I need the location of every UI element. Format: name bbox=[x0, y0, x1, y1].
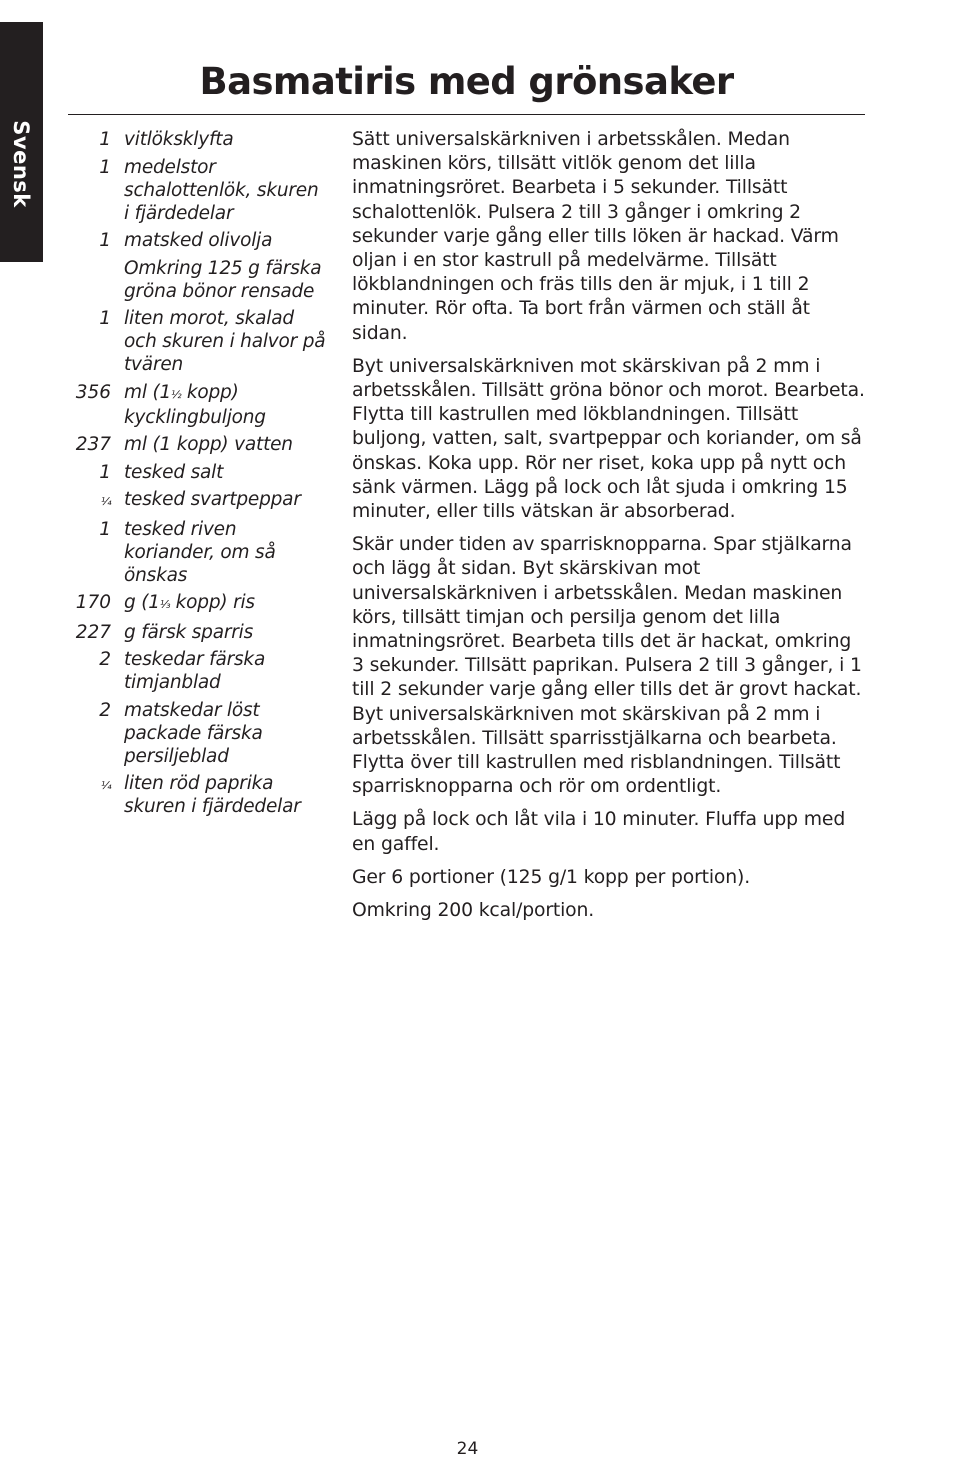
ingredient-text: g (1⅓ kopp) ris bbox=[124, 592, 255, 613]
language-tab bbox=[0, 22, 43, 262]
ingredient-item bbox=[68, 257, 338, 303]
ingredient-text: liten röd paprika skuren i fjärdedelar bbox=[124, 773, 301, 817]
ingredient-item bbox=[68, 433, 338, 456]
ingredient-quantity bbox=[68, 488, 111, 513]
ingredient-item bbox=[68, 307, 338, 376]
ingredient-item bbox=[68, 488, 338, 513]
ingredient-text: Omkring 125 g färska gröna bönor rensade bbox=[124, 257, 322, 302]
ingredient-list bbox=[68, 128, 338, 823]
ingredient-text: g färsk sparris bbox=[124, 621, 254, 643]
ingredient-quantity: 1 bbox=[99, 518, 111, 540]
language-tab-label: Svensk bbox=[9, 120, 33, 208]
ingredient-text: medelstor schalottenlök, skuren i fjärdedelar bbox=[124, 156, 319, 224]
calories-note: Omkring 200 kcal/portion. bbox=[352, 900, 595, 922]
instructions bbox=[352, 128, 867, 932]
ingredient-item bbox=[68, 229, 338, 252]
ingredient-item bbox=[68, 699, 338, 768]
ingredient-quantity: 227 bbox=[75, 621, 111, 643]
ingredient-quantity: 170 bbox=[75, 592, 111, 613]
ingredient-item bbox=[68, 648, 338, 694]
recipe-title: Basmatiris med grönsaker bbox=[199, 60, 734, 103]
ingredient-quantity: 237 bbox=[75, 434, 111, 455]
ingredient-text: tesked salt bbox=[124, 461, 224, 483]
ingredient-text: ml (1½ kopp) kycklingbuljong bbox=[124, 381, 266, 428]
servings-note: Ger 6 portioner (125 g/1 kopp per portion). bbox=[352, 866, 751, 888]
ingredient-item bbox=[68, 518, 338, 587]
fraction: ¼ bbox=[100, 495, 111, 508]
ingredient-item bbox=[68, 128, 338, 151]
ingredient-quantity: 2 bbox=[99, 649, 111, 670]
ingredient-text: matskedar löst packade färska persiljeblad bbox=[124, 699, 263, 767]
ingredient-text: tesked svartpeppar bbox=[124, 489, 301, 510]
ingredient-quantity: 356 bbox=[75, 381, 111, 403]
ingredient-item bbox=[68, 772, 338, 818]
ingredient-quantity: 1 bbox=[99, 156, 111, 178]
fraction: ⅓ bbox=[159, 598, 170, 611]
ingredient-item bbox=[68, 156, 338, 225]
instruction-paragraph: Skär under tiden av sparrisknopparna. Spar stjälkarna och lägg åt sidan. Byt skärskivan mot universalskärkniven i arbetsskålen. Medan maskinen körs, tillsätt timjan och persilja genom det lilla inmatningsröret. Bearbeta tills det är hackat, omkring 3 sekunder. Tillsätt paprikan. Pulsera 2 till 3 gånger, i 1 till 2 sekunder varje gång eller tills det är grovt hackat. Byt universalskärkniven mot skärskivan på 2 mm i arbetsskålen. Tillsätt sparrisstjälkarna och bearbeta. Flytta över till kastrullen med risblandningen. Tillsätt sparrisknopparna och rör om ordentligt. bbox=[352, 534, 862, 798]
fraction: ¼ bbox=[100, 779, 111, 792]
ingredient-quantity: 1 bbox=[99, 129, 111, 150]
ingredient-text: teskedar färska timjanblad bbox=[124, 649, 266, 693]
ingredient-text: vitlöksklyfta bbox=[124, 129, 234, 150]
ingredient-text: tesked riven koriander, om så önskas bbox=[124, 518, 276, 586]
instruction-paragraph: Lägg på lock och låt vila i 10 minuter. Fluffa upp med en gaffel. bbox=[352, 809, 846, 855]
ingredient-item bbox=[68, 621, 338, 644]
ingredient-quantity: 1 bbox=[99, 230, 111, 251]
instruction-paragraph: Byt universalskärkniven mot skärskivan på 2 mm i arbetsskålen. Tillsätt gröna bönor och morot. Bearbeta. Flytta till kastrullen med lökblandningen. Tillsätt buljong, vatten, salt, svartpeppar och koriander, om så önskas. Koka upp. Rör ner riset, koka upp på nytt och sänk värmen. Lägg på lock och låt sjuda i omkring 15 minuter, eller tills vätskan är absorberad. bbox=[352, 355, 865, 523]
ingredient-item bbox=[68, 461, 338, 484]
ingredient-quantity: 2 bbox=[99, 699, 111, 721]
fraction: ½ bbox=[171, 387, 182, 401]
ingredient-text: ml (1 kopp) vatten bbox=[124, 434, 293, 455]
ingredient-quantity bbox=[68, 257, 111, 303]
ingredient-item bbox=[68, 591, 338, 616]
ingredient-quantity: 1 bbox=[99, 308, 111, 329]
ingredient-quantity: 1 bbox=[99, 461, 111, 483]
ingredient-item bbox=[68, 381, 338, 429]
instruction-paragraph: Sätt universalskärkniven i arbetsskålen. Medan maskinen körs, tillsätt vitlök genom det lilla inmatningsröret. Bearbeta i 5 sekunder. Tillsätt schalottenlök. Pulsera 2 till 3 gånger i omkring 2 sekunder varje gång eller tills löken är hackad. Värm oljan i en stor kastrull på medelvärme. Tillsätt lökblandningen och fräs tills den är mjuk, i 1 till 2 minuter. Rör ofta. Ta bort från värmen och ställ åt sidan. bbox=[352, 129, 839, 344]
page-number: 24 bbox=[456, 1439, 479, 1459]
ingredient-text: matsked olivolja bbox=[124, 230, 273, 251]
ingredient-quantity bbox=[68, 772, 111, 818]
ingredient-text: liten morot, skalad och skuren i halvor på tvären bbox=[124, 308, 326, 375]
title-divider bbox=[68, 114, 865, 115]
